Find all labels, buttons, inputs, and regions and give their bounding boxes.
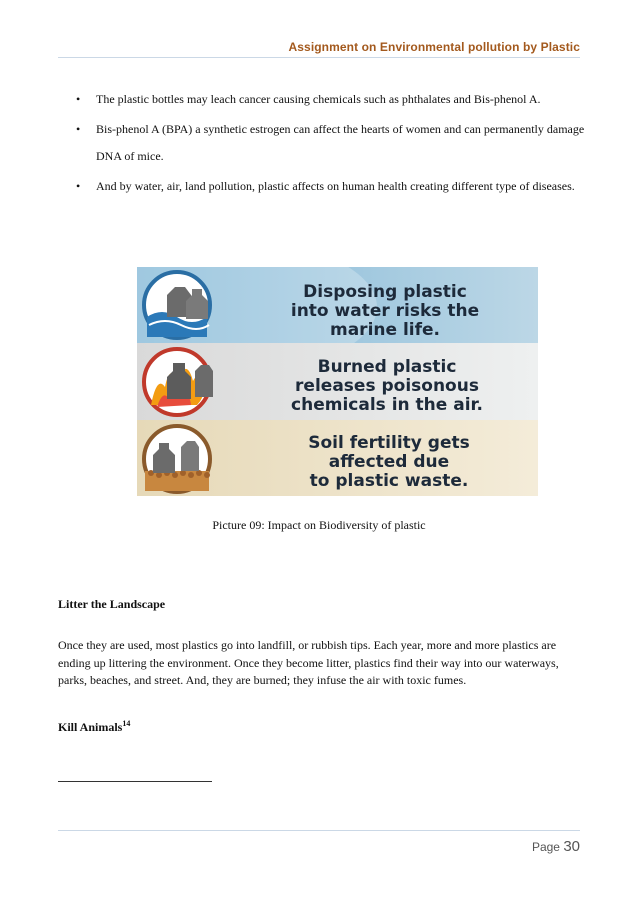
plastic-impact-figure <box>137 267 538 496</box>
panel-2-line-1: Burned plastic <box>317 357 457 377</box>
footer-divider <box>58 830 580 831</box>
bullet-item <box>72 173 592 200</box>
bullet-list <box>72 86 592 203</box>
bullet-dot-icon: • <box>76 179 81 193</box>
section-heading-kill-animals <box>58 719 130 735</box>
section-heading-litter: Litter the Landscape <box>58 597 166 611</box>
panel-1-line-3: marine life. <box>330 320 440 340</box>
bullet-text: Bis-phenol A (BPA) a synthetic estrogen can affect the hearts of women and can permanently damage DNA of mice. <box>96 122 585 163</box>
panel-3-line-3: to plastic waste. <box>309 471 469 491</box>
header-title: Assignment on Environmental pollution by Plastic <box>288 40 580 54</box>
plastic-bag-icon <box>181 441 199 471</box>
bullet-text: And by water, air, land pollution, plastic affects on human health creating different type of diseases. <box>96 179 575 193</box>
plastic-bag-icon <box>195 365 213 397</box>
header-divider <box>58 57 580 58</box>
page-number-value: 30 <box>563 838 580 855</box>
page-number <box>532 838 580 855</box>
litter-paragraph: Once they are used, most plastics go into landfill, or rubbish tips. Each year, more and more plastics are ending up littering the environment. Once they become litter, plastics find their way into our waterways, parks, beaches, and street. And, they are burned; they infuse the air with toxic fumes. <box>58 638 559 687</box>
bullet-dot-icon: • <box>76 92 81 106</box>
footnote-divider <box>58 781 212 782</box>
bullet-item <box>72 86 592 113</box>
bullet-dot-icon: • <box>76 122 81 136</box>
panel-2-line-2: releases poisonous <box>295 376 479 396</box>
panel-3-line-1: Soil fertility gets <box>308 433 470 453</box>
panel-2-line-3: chemicals in the air. <box>291 395 483 415</box>
panel-3-line-2: affected due <box>328 452 450 472</box>
bullet-item <box>72 116 592 170</box>
kill-animals-text: Kill Animals <box>58 720 123 734</box>
figure-caption: Picture 09: Impact on Biodiversity of plastic <box>212 518 426 532</box>
panel-1-line-1: Disposing plastic <box>303 282 467 302</box>
panel-1-line-2: into water risks the <box>290 301 480 321</box>
bullet-text: The plastic bottles may leach cancer causing chemicals such as phthalates and Bis-phenol A. <box>96 92 541 106</box>
page-label: Page <box>531 840 560 854</box>
footnote-ref: 14 <box>122 719 131 728</box>
